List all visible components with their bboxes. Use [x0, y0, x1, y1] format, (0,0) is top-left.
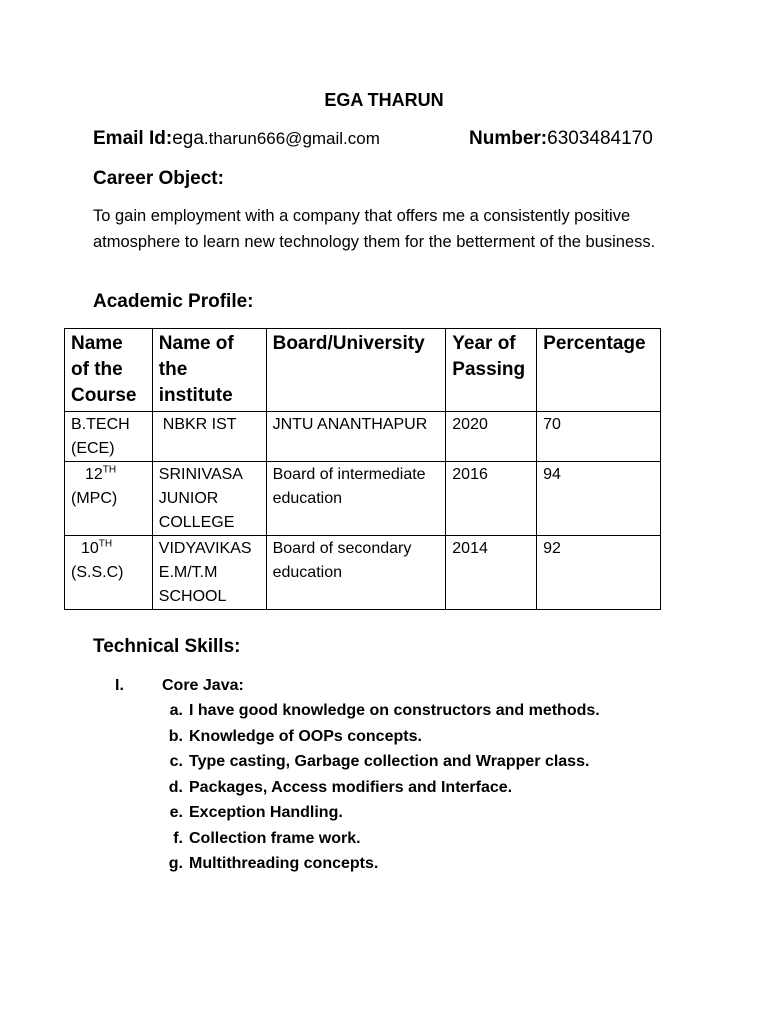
table-row	[65, 536, 661, 610]
year-cell: 2020	[446, 412, 537, 462]
item-text: Multithreading concepts.	[189, 855, 379, 872]
course-cell: B.TECH (ECE)	[65, 412, 153, 462]
list-item	[93, 749, 713, 775]
phone-block	[469, 128, 653, 150]
institute-cell: SRINIVASA JUNIOR COLLEGE	[152, 462, 266, 536]
item-marker: a.	[169, 702, 183, 719]
academic-heading: Academic Profile:	[93, 291, 254, 312]
course-cell	[65, 536, 153, 610]
email-prefix: ega	[172, 128, 204, 149]
list-item	[93, 698, 713, 724]
course-superscript: TH	[102, 464, 117, 476]
board-cell: Board of secondary education	[266, 536, 446, 610]
item-marker: f.	[173, 829, 183, 847]
list-item	[93, 775, 713, 801]
course-cell	[65, 462, 153, 536]
skill-group-header	[93, 674, 713, 698]
percentage-cell: 94	[537, 462, 661, 536]
table-row	[65, 462, 661, 536]
percentage-cell: 70	[537, 412, 661, 462]
number-label: Number:	[469, 128, 548, 149]
academic-table	[64, 328, 661, 610]
skill-group-numeral: I.	[115, 677, 124, 694]
board-cell: JNTU ANANTHAPUR	[266, 412, 446, 462]
item-marker: b.	[168, 727, 183, 745]
course-stream: (MPC)	[71, 490, 118, 507]
resume-name: EGA THARUN	[324, 90, 444, 110]
skills-list	[93, 674, 713, 877]
year-cell: 2014	[446, 536, 537, 610]
item-marker: g.	[168, 855, 183, 872]
career-heading: Career Object:	[93, 168, 224, 189]
list-item	[93, 851, 713, 877]
table-row	[65, 412, 661, 462]
item-text: Knowledge of OOPs concepts.	[189, 727, 422, 745]
item-text: Collection frame work.	[189, 829, 361, 847]
email-label: Email Id:	[93, 128, 173, 149]
course-superscript: TH	[98, 538, 113, 550]
institute-cell: NBKR IST	[152, 412, 266, 462]
number-value: 6303484170	[547, 128, 653, 149]
item-marker: c.	[169, 753, 183, 770]
column-header: Year of Passing	[446, 329, 537, 412]
contact-row	[93, 128, 693, 150]
item-text: Packages, Access modifiers and Interface.	[189, 778, 513, 796]
list-item	[93, 826, 713, 852]
item-marker: e.	[169, 804, 183, 821]
column-header: Name of the Course	[65, 329, 153, 412]
course-stream: (S.S.C)	[71, 564, 124, 581]
column-header: Board/University	[266, 329, 446, 412]
career-objective-text: To gain employment with a company that offers me a consistently positive atmosphere to learn new technology them for the betterment of the business.	[93, 207, 656, 251]
item-text: Exception Handling.	[189, 804, 343, 821]
item-text: Type casting, Garbage collection and Wrapper class.	[189, 753, 590, 770]
institute-cell: VIDYAVIKAS E.M/T.M SCHOOL	[152, 536, 266, 610]
item-text: I have good knowledge on constructors and methods.	[189, 702, 600, 719]
percentage-cell: 92	[537, 536, 661, 610]
table-header-row	[65, 329, 661, 412]
course-number: 12	[85, 466, 103, 483]
item-marker: d.	[168, 778, 183, 796]
column-header: Percentage	[537, 329, 661, 412]
list-item	[93, 724, 713, 750]
skill-group-title: Core Java:	[162, 677, 244, 694]
email-value: .tharun666@gmail.com	[203, 129, 380, 148]
list-item	[93, 800, 713, 826]
column-header: Name of the institute	[152, 329, 266, 412]
skill-items	[93, 698, 713, 877]
board-cell: Board of intermediate education	[266, 462, 446, 536]
course-number: 10	[81, 540, 99, 557]
year-cell: 2016	[446, 462, 537, 536]
skills-heading: Technical Skills:	[93, 636, 241, 657]
